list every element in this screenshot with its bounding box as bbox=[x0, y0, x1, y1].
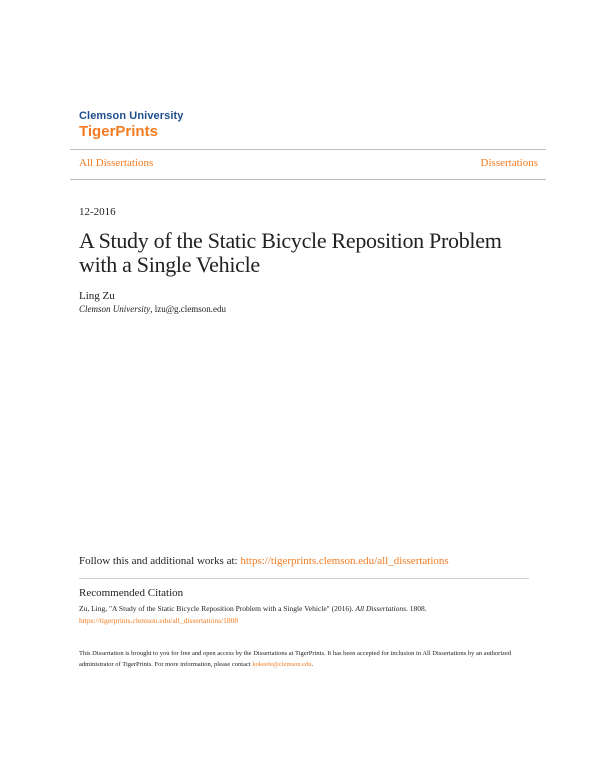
follow-link[interactable]: https://tigerprints.clemson.edu/all_dissertations bbox=[240, 555, 449, 567]
follow-text: Follow this and additional works at: bbox=[79, 555, 241, 567]
citation-series: All Dissertations bbox=[355, 604, 407, 613]
citation-link[interactable]: https://tigerprints.clemson.edu/all_dissertations/1808 bbox=[79, 616, 239, 625]
citation-number: . 1808. bbox=[406, 604, 427, 613]
recommended-citation bbox=[79, 603, 529, 627]
recommended-citation-heading: Recommended Citation bbox=[79, 587, 184, 599]
divider-bottom bbox=[70, 179, 546, 180]
follow-line bbox=[79, 555, 449, 567]
repository-logo[interactable] bbox=[79, 110, 184, 141]
publication-date: 12-2016 bbox=[79, 206, 116, 218]
institution-name: Clemson University bbox=[79, 110, 184, 122]
contact-email-link[interactable]: kokeefe@clemson.edu bbox=[252, 661, 312, 668]
divider-top bbox=[70, 149, 546, 150]
author-affiliation bbox=[79, 304, 226, 314]
repository-name: TigerPrints bbox=[79, 123, 158, 140]
notice-text: This Dissertation is brought to you for free and open access by the Dissertations at TigerPrints. It has been accepted for inclusion in All Dissertations by an authorized administrator of TigerPrints. For more information, please contact bbox=[79, 650, 512, 668]
all-dissertations-link[interactable]: All Dissertations bbox=[79, 157, 154, 169]
citation-text: Zu, Ling, "A Study of the Static Bicycle Reposition Problem with a Single Vehicle" (2016). bbox=[79, 604, 356, 613]
author-email: lzu@g.clemson.edu bbox=[154, 304, 227, 314]
access-notice bbox=[79, 648, 539, 670]
affiliation-name: Clemson University bbox=[79, 304, 151, 314]
document-title: A Study of the Static Bicycle Reposition Problem with a Single Vehicle bbox=[79, 228, 502, 277]
notice-end: . bbox=[311, 661, 314, 668]
divider-citation bbox=[79, 578, 529, 579]
affiliation-separator: , bbox=[150, 304, 155, 314]
author-name: Ling Zu bbox=[79, 290, 115, 302]
dissertations-link[interactable]: Dissertations bbox=[480, 157, 538, 169]
